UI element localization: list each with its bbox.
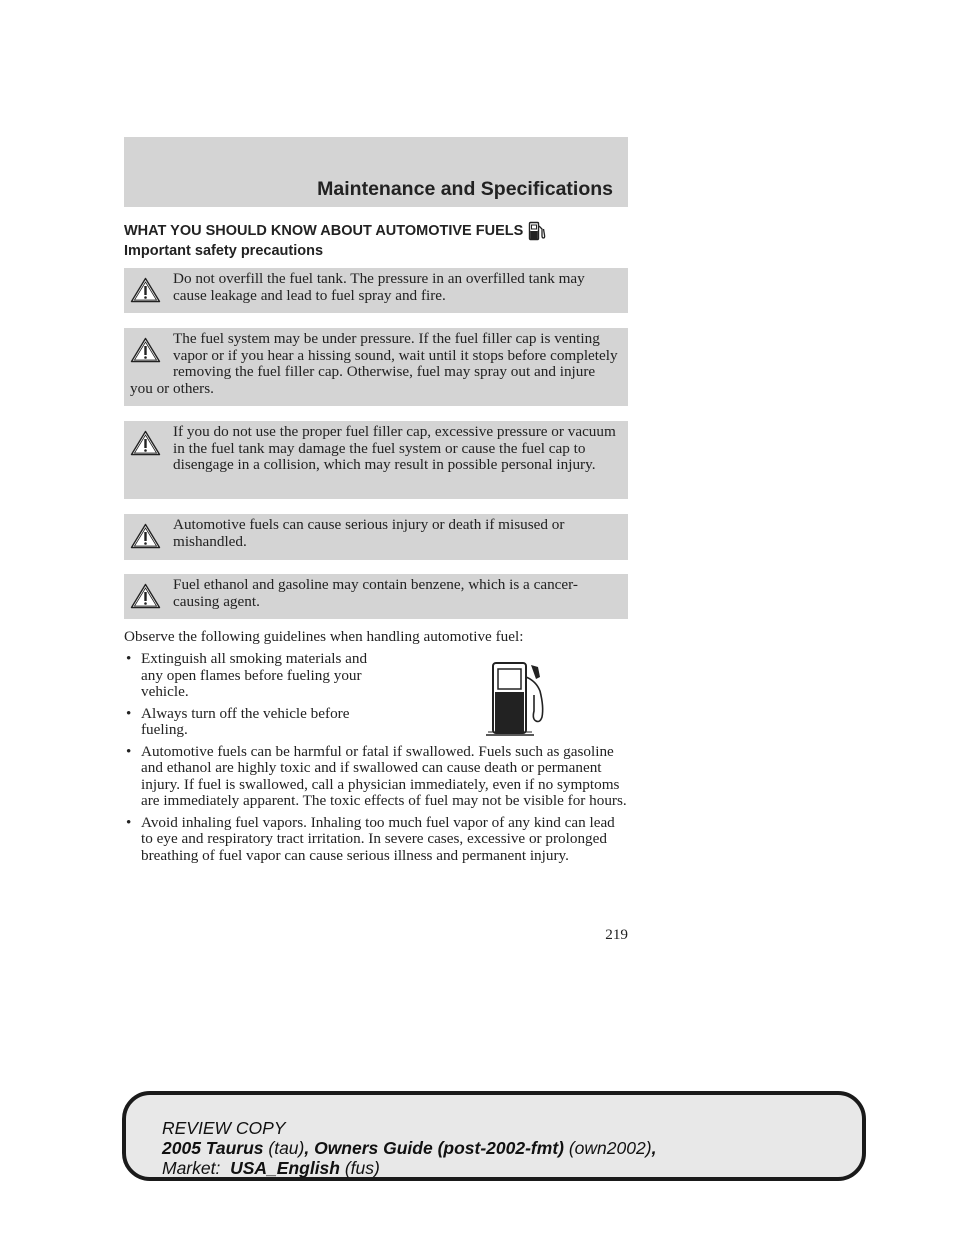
- sub-heading: Important safety precautions: [124, 243, 324, 259]
- warning-box: [124, 421, 628, 499]
- warning-box: [124, 514, 628, 560]
- review-copy-label: REVIEW COPY: [162, 1118, 286, 1138]
- list-item: • Always turn off the vehicle before fueling.: [124, 706, 373, 739]
- warning-box: [124, 328, 628, 406]
- list-item: • Automotive fuels can be harmful or fatal if swallowed. Fuels such as gasoline and ethanol are highly toxic and if swallowed can cause death or permanent injury. If fuel is swallowed, call a physician immediately, even if no symptoms are immediately apparent. The toxic effects of fuel may not be visible for hours.: [124, 744, 628, 810]
- review-copy-product: 2005 Taurus (tau), Owners Guide (post-2002-fmt) (own2002),: [162, 1138, 657, 1158]
- warning-triangle-icon: [130, 337, 161, 363]
- page-number: 219: [605, 926, 628, 943]
- intro-paragraph: Observe the following guidelines when handling automotive fuel:: [124, 628, 524, 645]
- warning-text: Automotive fuels can cause serious injury or death if misused or mishandled.: [173, 516, 565, 550]
- chapter-title: Maintenance and Specifications: [317, 178, 613, 200]
- review-copy-market: Market: USA_English (fus): [162, 1158, 380, 1178]
- warning-triangle-icon: [130, 583, 161, 609]
- warning-text: Do not overfill the fuel tank. The pressure in an overfilled tank may cause leakage and lead to fuel spray and fire.: [173, 270, 585, 304]
- list-item: • Avoid inhaling fuel vapors. Inhaling too much fuel vapor of any kind can lead to eye and respiratory tract irritation. In severe cases, excessive or prolonged breathing of fuel vapor can cause serious illness and permanent injury.: [124, 815, 628, 865]
- guidelines-list: [124, 651, 628, 869]
- warning-triangle-icon: [130, 430, 161, 456]
- chapter-header: [124, 137, 628, 207]
- section-heading-text: WHAT YOU SHOULD KNOW ABOUT AUTOMOTIVE FUELS: [124, 223, 524, 239]
- review-copy-text: [162, 1118, 656, 1178]
- warning-text: The fuel system may be under pressure. If the fuel filler cap is venting vapor or if you hear a hissing sound, wait until it stops before completely removing the fuel filler cap. Otherwise, fuel may spray out and injure you or others.: [130, 330, 618, 397]
- warning-text: If you do not use the proper fuel filler cap, excessive pressure or vacuum in the fuel tank may damage the fuel system or cause the fuel cap to disengage in a collision, which may result in possible personal injury.: [173, 423, 616, 473]
- warning-triangle-icon: [130, 523, 161, 549]
- fuel-pump-icon: [528, 221, 546, 241]
- warning-text: Fuel ethanol and gasoline may contain benzene, which is a cancer-causing agent.: [173, 576, 578, 610]
- warning-box: [124, 268, 628, 313]
- warning-triangle-icon: [130, 277, 161, 303]
- list-item: • Extinguish all smoking materials and any open flames before fueling your vehicle.: [124, 651, 373, 701]
- section-heading: [124, 221, 546, 241]
- warning-box: [124, 574, 628, 619]
- fuel-pump-illustration: [484, 659, 550, 739]
